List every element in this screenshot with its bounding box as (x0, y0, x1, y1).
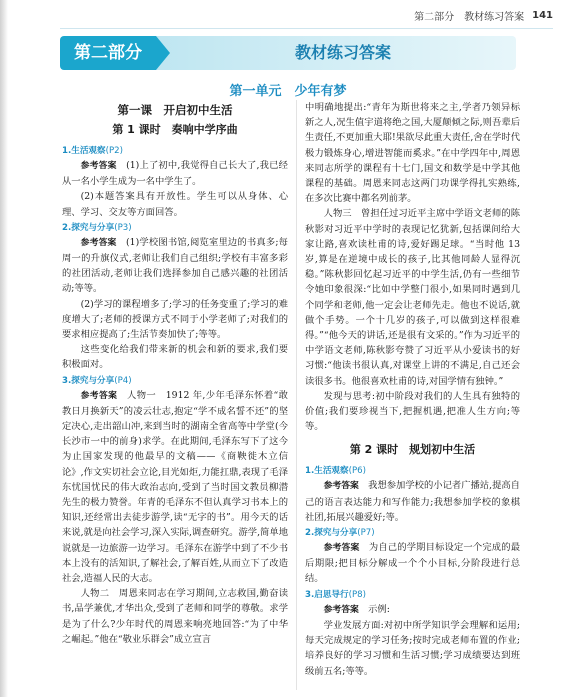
answer-paragraph: 参考答案 示例: (323, 603, 390, 615)
left-column (62, 100, 288, 647)
period-title: 第 2 课时 规划初中生活 (349, 443, 476, 457)
period-title: 第 1 课时 奏响中学序曲 (112, 123, 238, 136)
page-number: 141 (532, 10, 553, 21)
answer-paragraph: 参考答案 人物一 1912 年,少年毛泽东怀着“敢教日月换新天”的凌云壮志,抱定“学不成名誓不还”的坚定决心,走出韶山冲,来到当时的湖南全省高等中学堂(今长沙市一中的前身)求学。在此期间,毛泽东写下了这今为止国家发现的他最早的文稿——《商鞅徙木立信论》,作文实切社会立论,目光如炬,力能扛鼎,表现了毛泽东忧国忧民的伟大政治志向,受到了当时国文教员柳潜先生的极力赞誉。年青的毛泽东不但认真学习书本上的知识,还经常出去徒步游学,读“无字的书”。用今天的话来说,就是向社会学习,深入实际,调查研究。游学,简单地说就是一边旅游一边学习。毛泽东在游学中到了不少书本上没有的活知识,了解社会,了解百姓,从而立下了改造社会,造福人民的大志。 (62, 389, 288, 585)
section-heading: 1.生活观察(P6) (305, 466, 366, 477)
answer-paragraph: 发现与思考:初中阶段对我们的人生具有独特的价值;我们要珍视当下,把握机遇,把准人生方向;等等。 (305, 390, 520, 433)
header-rule (60, 28, 553, 29)
section-heading: 3.启思导行(P8) (305, 589, 366, 600)
answer-paragraph: 人物三 曾担任过习近平主席中学语文老师的陈秋影对习近平中学时的表现记忆犹新,包括课间给大家让路,喜欢读杜甫的诗,爱好踢足球。“当时他 13 岁,算是在逆境中成长的孩子,比其他同龄人显得沉稳。”陈秋影回忆起习近平的中学生活,仍有一些细节令她印象很深:“比如中学整门很小,如果同时遇到几个同学和老师,他一定会让老师先走。他也不说话,就做个手势。一个十几岁的孩子,可以做到这样很难得。”“他今天的讲话,还是很有文采的。”作为习近平的中学语文老师,陈秋影夸赞了习近平从小爱读书的好习惯:“他读书很认真,对课堂上讲的不满足,自己还会读很多书。他很喜欢杜甫的诗,对国学情有独钟。” (305, 208, 520, 387)
answer-paragraph: 人物二 周恩来同志在学习期间,立志救国,勤奋读书,品学兼优,才华出众,受到了老师和同学的尊敬。求学是为了什么?少年时代的周恩来响亮地回答:“为了中华之崛起。”他在“敬业乐群会”成立宣言 (62, 588, 288, 645)
answer-paragraph: (2)学习的课程增多了;学习的任务变重了;学习的难度增大了;老师的授课方式不同于小学老师了;对我们的要求相应提高了;生活节奏加快了;等等。 (62, 298, 288, 341)
answer-paragraph: 学业发展方面:对初中所学知识学会理解和运用;每天完成规定的学习任务;按时完成老师布置的作业;培养良好的学习习惯和生活习惯;学习成绩要达到班级前五名;等等。 (305, 619, 520, 677)
section-heading: 2.探究与分享(P7) (305, 528, 375, 539)
right-column (305, 100, 520, 679)
part-banner (60, 36, 516, 70)
answer-paragraph: 参考答案 (1)学校图书馆,阅览室里边的书真多;每周一的升旗仪式,老师让我们自己组织;学校有丰富多彩的社团活动,老师让我们选择参加自己感兴趣的社团活动;等等。 (62, 236, 288, 295)
answer-paragraph: 这些变化给我们带来新的机会和新的要求,我们要积极面对。 (62, 344, 288, 371)
running-header (414, 8, 553, 23)
answer-paragraph: 中明确地提出:“青年为斯世将来之主,学者乃领异标新之人,况生值宇道将绝之国,大厦颠倾之际,则吾辈后生责任,不更加重大耶!果欲尽此重大责任,舍在学时代极力锻炼身心,增进智能而奚求。”在中学四年中,周恩来同志所学的课程有十七门,国文和数学是中学其他课程的基础。周恩来同志这两门功课学得扎实熟练,在多次比赛中都名列前茅。 (305, 102, 520, 205)
section-heading: 2.探究与分享(P3) (62, 222, 132, 233)
answer-paragraph: (2)本题答案具有开放性。学生可以从身体、心理、学习、交友等方面回答。 (62, 191, 288, 218)
part-label: 第二部分 (60, 36, 156, 70)
column-divider (296, 100, 297, 690)
lesson-title: 第一课 开启初中生活 (117, 103, 233, 117)
page-edge-shadow (0, 0, 8, 697)
answer-paragraph: 参考答案 (1)上了初中,我觉得自己长大了,我已经从一名小学生成为一名中学生了。 (62, 160, 288, 188)
answer-paragraph: 参考答案 为自己的学期目标设定一个完成的最后期限;把目标分解成一个个小目标,分阶段进行总结。 (305, 542, 520, 585)
answer-paragraph: 参考答案 我想参加学校的小记者广播站,提高自己的语言表达能力和写作能力;我想参加学校的象棋社团,拓展兴趣爱好;等。 (305, 480, 520, 523)
section-heading: 1.生活观察(P2) (62, 146, 123, 156)
part-title: 教材练习答案 (294, 43, 391, 62)
section-heading: 3.探究与分享(P4) (62, 375, 132, 386)
unit-title: 第一单元 少年有梦 (229, 84, 347, 99)
header-section: 第二部分 教材练习答案 (414, 12, 525, 23)
